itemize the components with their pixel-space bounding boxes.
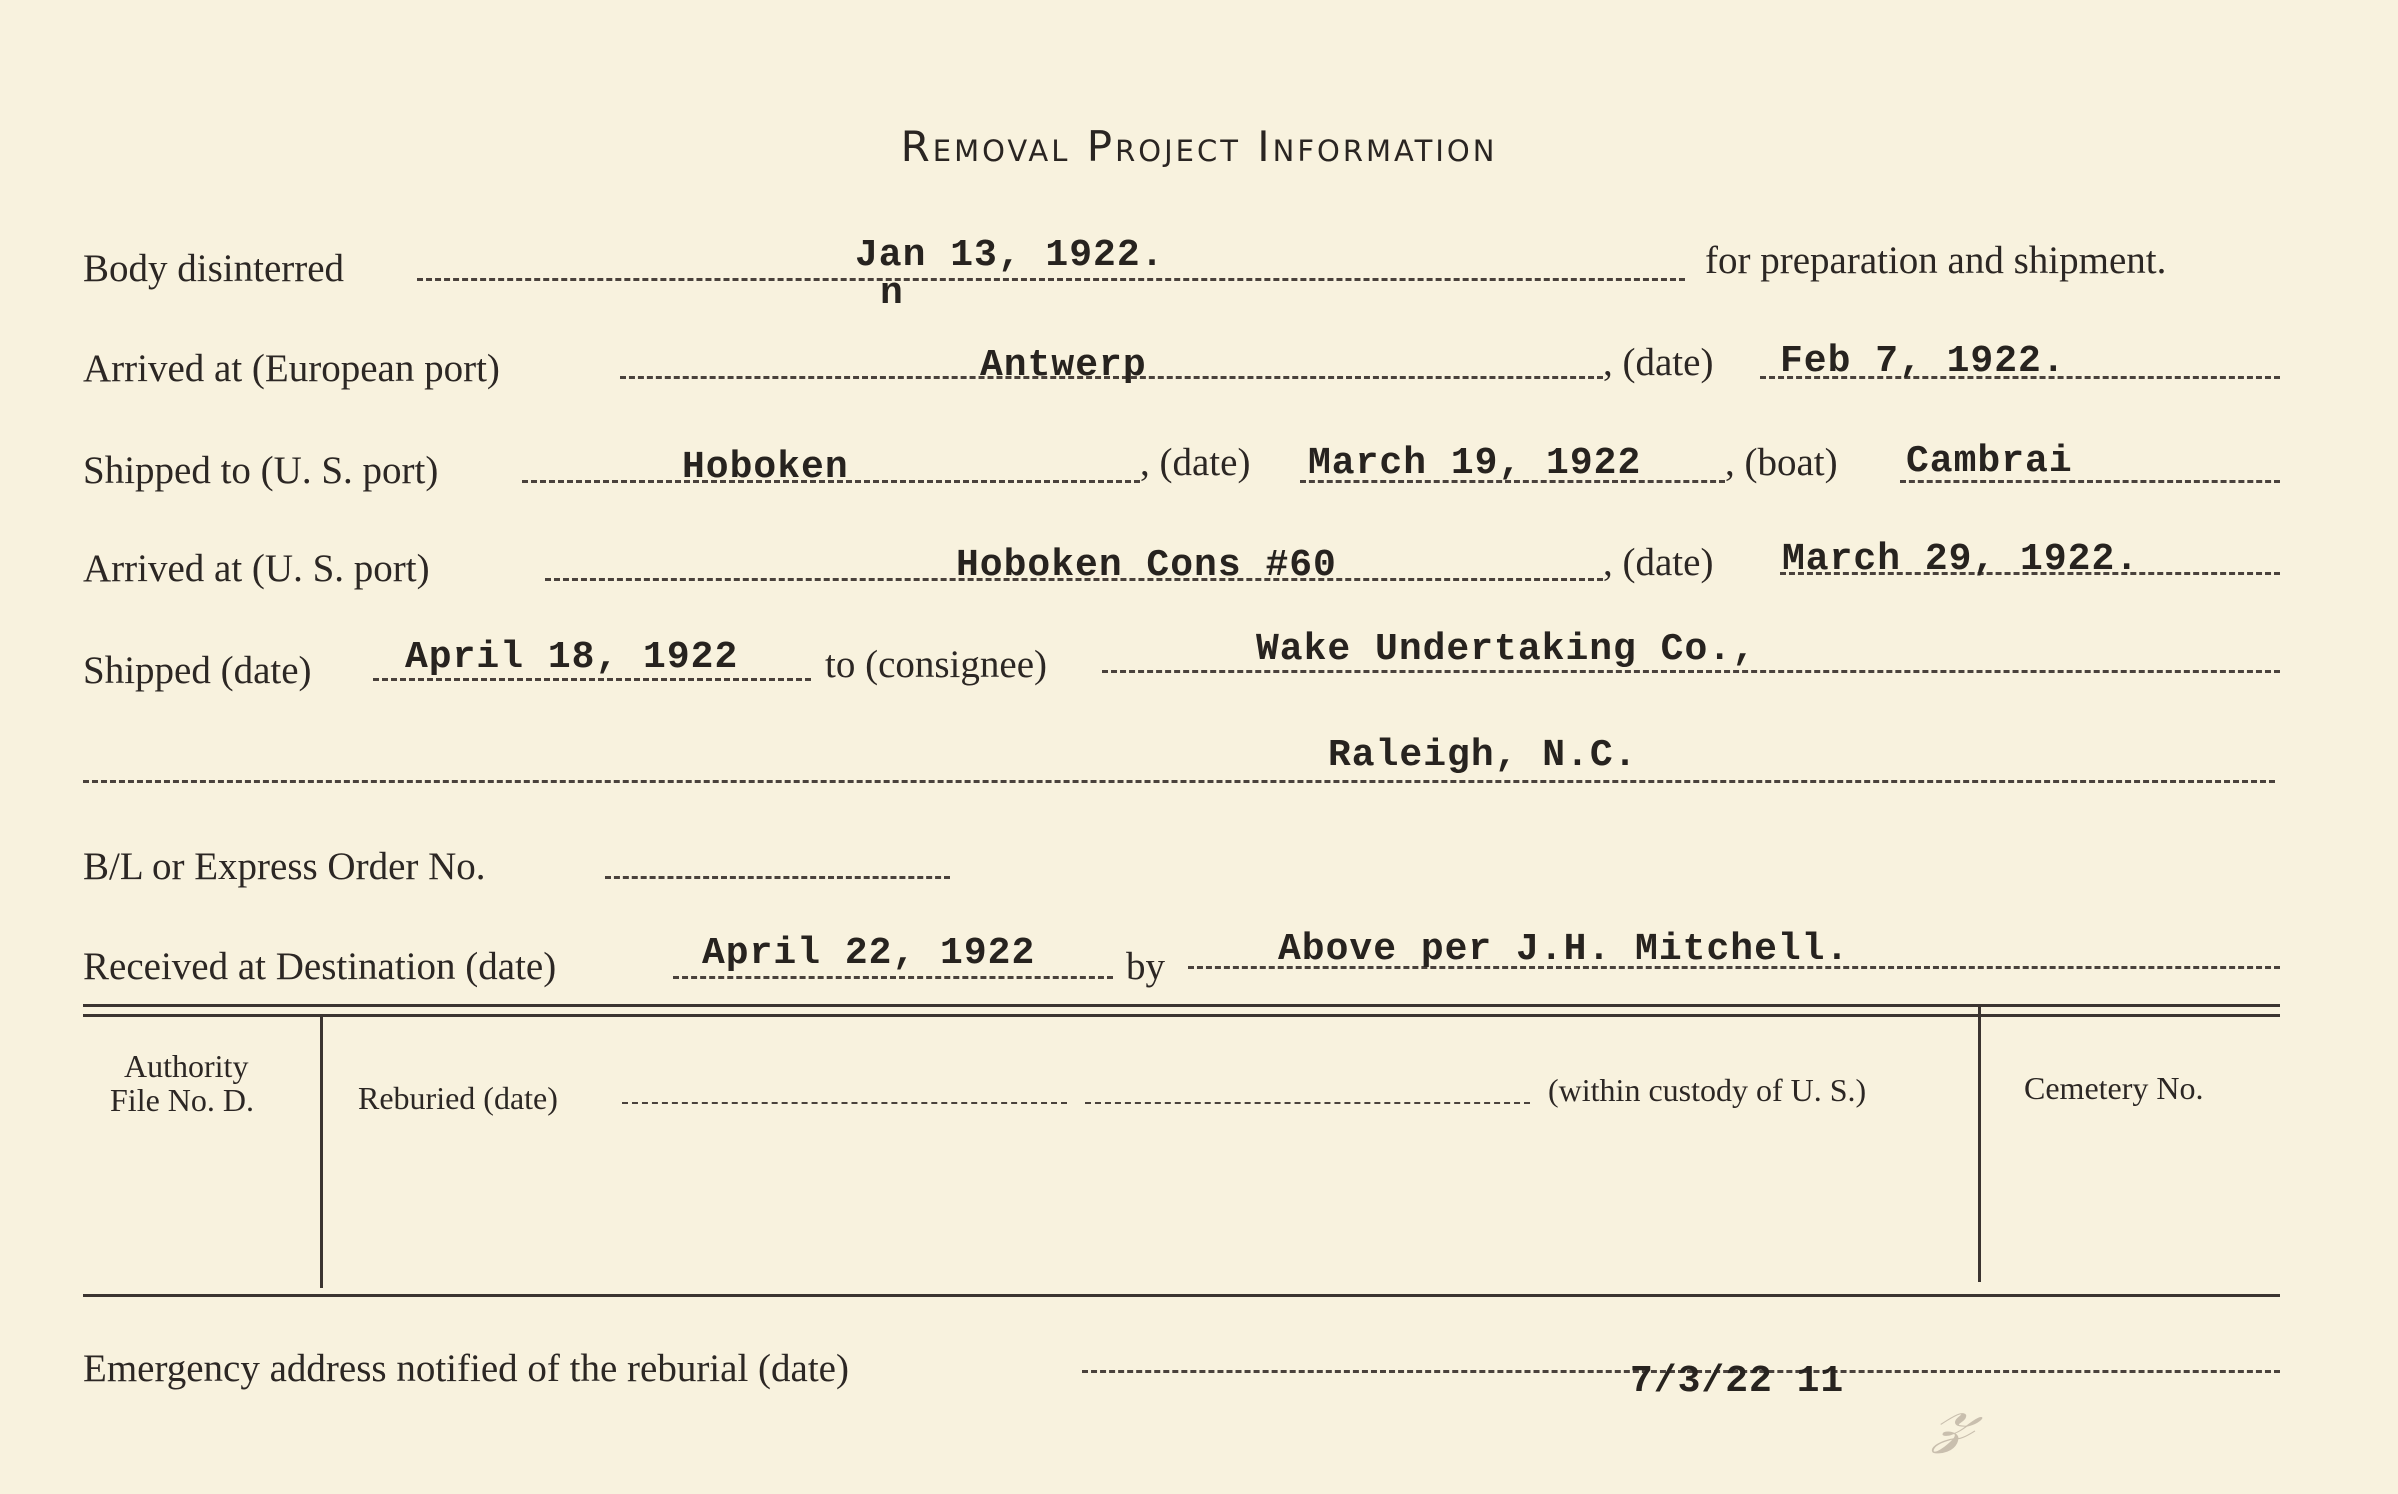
box-bottom-rule [83, 1294, 2280, 1297]
shipped-date-label: Shipped (date) [83, 649, 312, 692]
custody-label: (within custody of U. S.) [1548, 1072, 1867, 1108]
disinterred-value: Jan 13, 1922. [855, 234, 1165, 277]
received-by: Above per J.H. Mitchell. [1278, 928, 1850, 971]
shipped-us-boat-label: , (boat) [1725, 441, 1838, 484]
reburied-line-1 [622, 1102, 1067, 1104]
shipped-date-value: April 18, 1922 [405, 636, 739, 679]
authority-label-1: Authority [124, 1048, 249, 1084]
bl-label: B/L or Express Order No. [83, 845, 486, 888]
bl-line [605, 876, 950, 879]
emergency-label: Emergency address notified of the reburial (date) [83, 1347, 849, 1390]
shipped-us-label: Shipped to (U. S. port) [83, 449, 439, 492]
box-divider-right [1978, 1006, 1981, 1282]
arrived-us-date-label: , (date) [1603, 541, 1714, 584]
disinterred-line [417, 278, 1685, 281]
shipped-us-port: Hoboken [682, 446, 849, 489]
authority-label-2: File No. D. [110, 1082, 254, 1118]
consignee-city: Raleigh, N.C. [1328, 734, 1638, 777]
arrived-europe-date-label: , (date) [1603, 341, 1714, 384]
arrived-us-label: Arrived at (U. S. port) [83, 547, 430, 590]
arrived-europe-date: Feb 7, 1922. [1780, 340, 2066, 383]
received-by-label: by [1126, 945, 1165, 988]
double-rule-bottom [83, 1014, 2280, 1017]
received-line [673, 976, 1113, 979]
pencil-mark: 𝓏 [1930, 1363, 1987, 1462]
shipped-us-date-label: , (date) [1140, 441, 1251, 484]
disinterred-mark: n [880, 272, 904, 315]
reburied-line-2 [1085, 1102, 1530, 1104]
arrived-us-port: Hoboken Cons #60 [956, 544, 1337, 587]
arrived-europe-label: Arrived at (European port) [83, 347, 500, 390]
received-label: Received at Destination (date) [83, 945, 557, 988]
arrived-europe-port: Antwerp [980, 344, 1147, 387]
disinterred-label: Body disinterred [83, 247, 345, 290]
reburied-label: Reburied (date) [358, 1080, 558, 1116]
disinterred-suffix: for preparation and shipment. [1705, 239, 2167, 282]
cemetery-label: Cemetery No. [2024, 1070, 2204, 1106]
received-date: April 22, 1922 [702, 932, 1036, 975]
consignee-value: Wake Undertaking Co., [1256, 628, 1756, 671]
shipped-us-boat: Cambrai [1906, 440, 2073, 483]
card-title: Removal Project Information [900, 122, 1498, 171]
consignee-line-2 [83, 780, 2275, 783]
arrived-us-date: March 29, 1922. [1782, 538, 2140, 581]
shipped-us-date: March 19, 1922 [1308, 442, 1642, 485]
double-rule-top [83, 1004, 2280, 1007]
emergency-value: 7/3/22 11 [1630, 1360, 1845, 1403]
box-divider-left [320, 1016, 323, 1288]
consignee-label: to (consignee) [825, 643, 1048, 686]
